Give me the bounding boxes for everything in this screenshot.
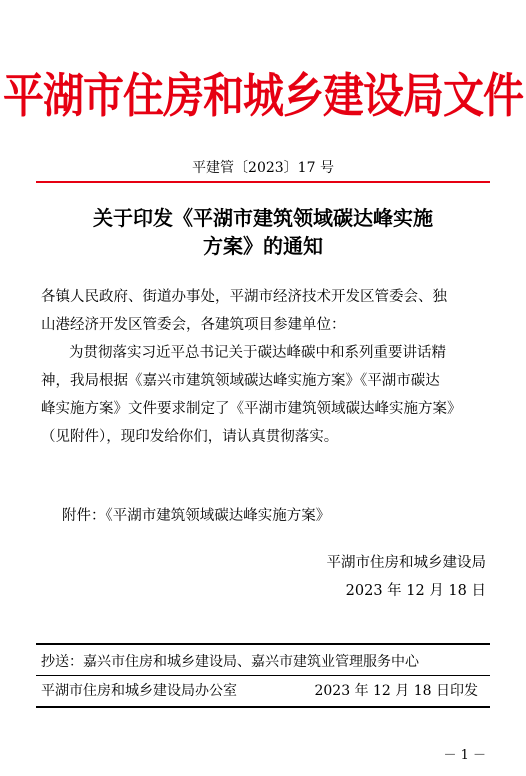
salutation-line: 各镇人民政府、街道办事处，平湖市经济技术开发区管委会、独	[41, 289, 447, 305]
document-masthead: 平湖市住房和城乡建设局文件	[3, 68, 523, 124]
cc-line: 抄送：嘉兴市住房和城乡建设局、嘉兴市建筑业管理服务中心	[41, 654, 419, 670]
document-title	[0, 204, 526, 260]
paragraph-line: 为贯彻落实习近平总书记关于碳达峰碳中和系列重要讲话精	[69, 345, 446, 361]
signature-organization: 平湖市住房和城乡建设局	[326, 555, 486, 571]
attachment-note: 附件：《平湖市建筑领域碳达峰实施方案》	[62, 508, 331, 524]
masthead-red-rule	[36, 181, 490, 183]
issue-date: 2023 年 12 月 18 日印发	[314, 683, 478, 699]
salutation	[41, 283, 447, 339]
paragraph-line: （见附件），现印发给你们，请认真贯彻落实。	[41, 429, 339, 445]
salutation-line: 山港经济开发区管委会，各建筑项目参建单位：	[41, 317, 346, 333]
issuer-office: 平湖市住房和城乡建设局办公室	[41, 683, 237, 699]
footer-bottom-rule	[36, 706, 490, 708]
signature-date: 2023 年 12 月 18 日	[345, 583, 486, 599]
footer-middle-rule	[36, 675, 490, 676]
title-line-2: 方案》的通知	[203, 234, 323, 258]
body-paragraph	[41, 339, 462, 451]
title-line-1: 关于印发《平湖市建筑领域碳达峰实施	[93, 206, 433, 230]
footer-top-rule	[36, 643, 490, 645]
paragraph-line: 神，我局根据《嘉兴市建筑领域碳达峰实施方案》《平湖市碳达	[41, 373, 440, 389]
page-number: － 1 －	[443, 748, 486, 763]
document-number: 平建管〔2023〕17 号	[192, 160, 334, 176]
paragraph-line: 峰实施方案》文件要求制定了《平湖市建筑领域碳达峰实施方案》	[41, 401, 462, 417]
